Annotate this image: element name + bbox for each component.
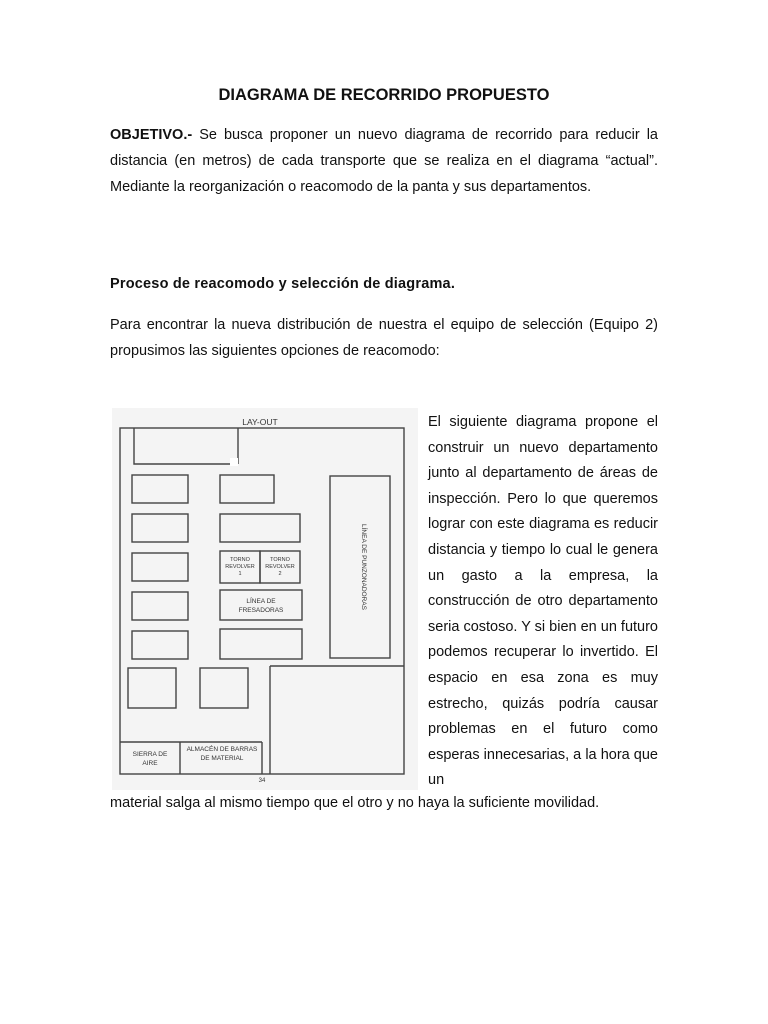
- figure-page-number: 34: [258, 778, 266, 784]
- torno-1-line3: 1: [238, 571, 242, 577]
- torno-1-line2: REVOLVER: [225, 564, 255, 570]
- fresadoras-line2: FRESADORAS: [238, 607, 284, 614]
- objetivo-label: OBJETIVO.-: [110, 127, 193, 143]
- layout-heading: LAY-OUT: [242, 417, 278, 427]
- section-subheading: Proceso de reacomodo y selección de diagrama.: [110, 276, 456, 292]
- layout-diagram-figure: [112, 408, 418, 790]
- torno-2-line2: REVOLVER: [265, 564, 295, 570]
- almacen-line1: ALMACÉN DE BARRAS: [186, 746, 258, 753]
- fresadoras-line1: LÍNEA DE: [246, 598, 276, 605]
- document-title: DIAGRAMA DE RECORRIDO PROPUESTO: [218, 86, 550, 104]
- side-paragraph: El siguiente diagrama propone el construir un nuevo departamento junto al departamento de áreas de inspección. Pero lo que queremos lograr con este diagrama es reducir distancia y tiempo lo cual le genera un gasto a la empresa, la construcción de otro departamento seria costoso. Y si bien en un futuro podemos recuperar lo invertido. El espacio en esa zona es muy estrecho, quizás podría causar problemas en el futuro como esperas innecesarias, a la hora que un: [428, 414, 658, 789]
- objetivo-text: Se busca proponer un nuevo diagrama de recorrido para reducir la distancia (en metros) de cada transporte que se realiza en el diagrama “actual”. Mediante la reorganización o reacomodo de la panta y sus departamentos.: [110, 127, 658, 195]
- torno-2-line1: TORNO: [270, 557, 290, 563]
- sierra-line2: AIRE: [142, 760, 158, 767]
- objetivo-paragraph: [110, 122, 658, 200]
- sierra-line1: SIERRA DE: [132, 751, 168, 758]
- intro-paragraph: Para encontrar la nueva distribución de nuestra el equipo de selección (Equipo 2) propusimos las siguientes opciones de reacomodo:: [110, 317, 658, 359]
- torno-2-line3: 2: [278, 571, 282, 577]
- office-door-gap: [230, 458, 238, 466]
- punzonadoras-label: LÍNEA DE PUNZONADORAS: [360, 524, 367, 610]
- layout-diagram-svg: [112, 408, 418, 790]
- torno-1-line1: TORNO: [230, 557, 250, 563]
- almacen-line2: DE MATERIAL: [200, 755, 244, 762]
- tail-paragraph: material salga al mismo tiempo que el otro y no haya la suficiente movilidad.: [110, 795, 600, 811]
